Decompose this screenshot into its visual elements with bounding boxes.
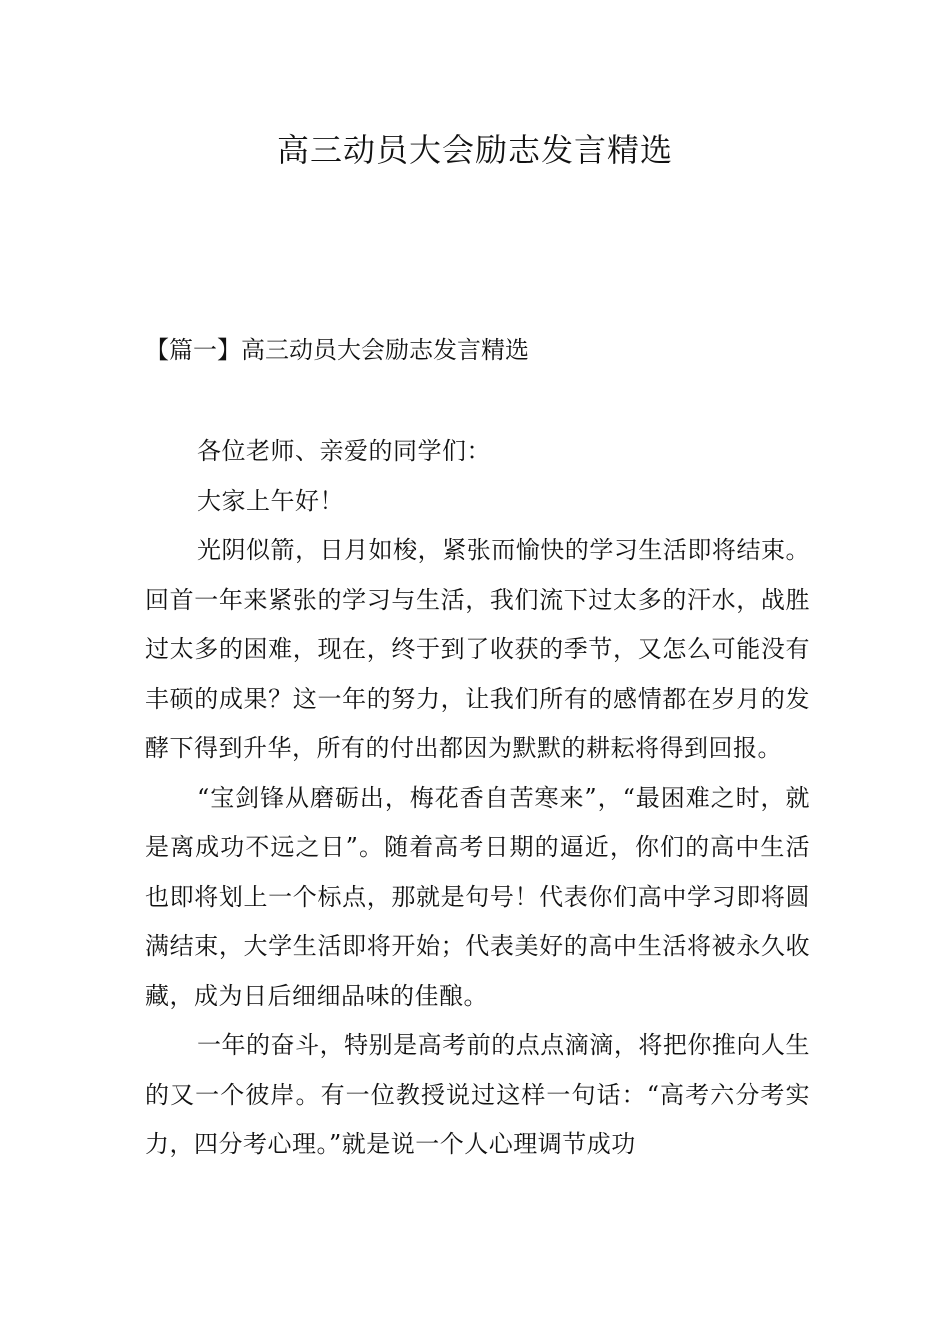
paragraph-salutation: 各位老师、亲爱的同学们： [197,437,491,465]
paragraph-greeting: 大家上午好！ [197,486,344,515]
paragraph: 一年的奋斗，特别是高考前的点点滴滴，将把你推向人生的又一个彼岸。有一位教授说过这样一句话：“高考六分考实力，四分考心理。”就是说一个人心理调节成功 [145,1031,810,1158]
paragraph: “宝剑锋从磨砺出，梅花香自苦寒来”，“最困难之时，就是离成功不远之日”。随着高考日期的逼近，你们的高中生活也即将划上一个标点，那就是句号！代表你们高中学习即将圆满结束，大学生活即将开始；代表美好的高中生活将被永久收藏，成为日后细细品味的佳酿。 [145,783,810,1010]
document-title: 高三动员大会励志发言精选 [276,131,673,169]
paragraph: 光阴似箭，日月如梭，紧张而愉快的学习生活即将结束。回首一年来紧张的学习与生活，我们流下过太多的汗水，战胜过太多的困难，现在，终于到了收获的季节，又怎么可能没有丰硕的成果？这一年的努力，让我们所有的感情都在岁月的发酵下得到升华，所有的付出都因为默默的耕耘将得到回报。 [145,536,810,762]
document-body [145,427,810,1170]
section-heading: 【篇一】高三动员大会励志发言精选 [145,336,529,364]
